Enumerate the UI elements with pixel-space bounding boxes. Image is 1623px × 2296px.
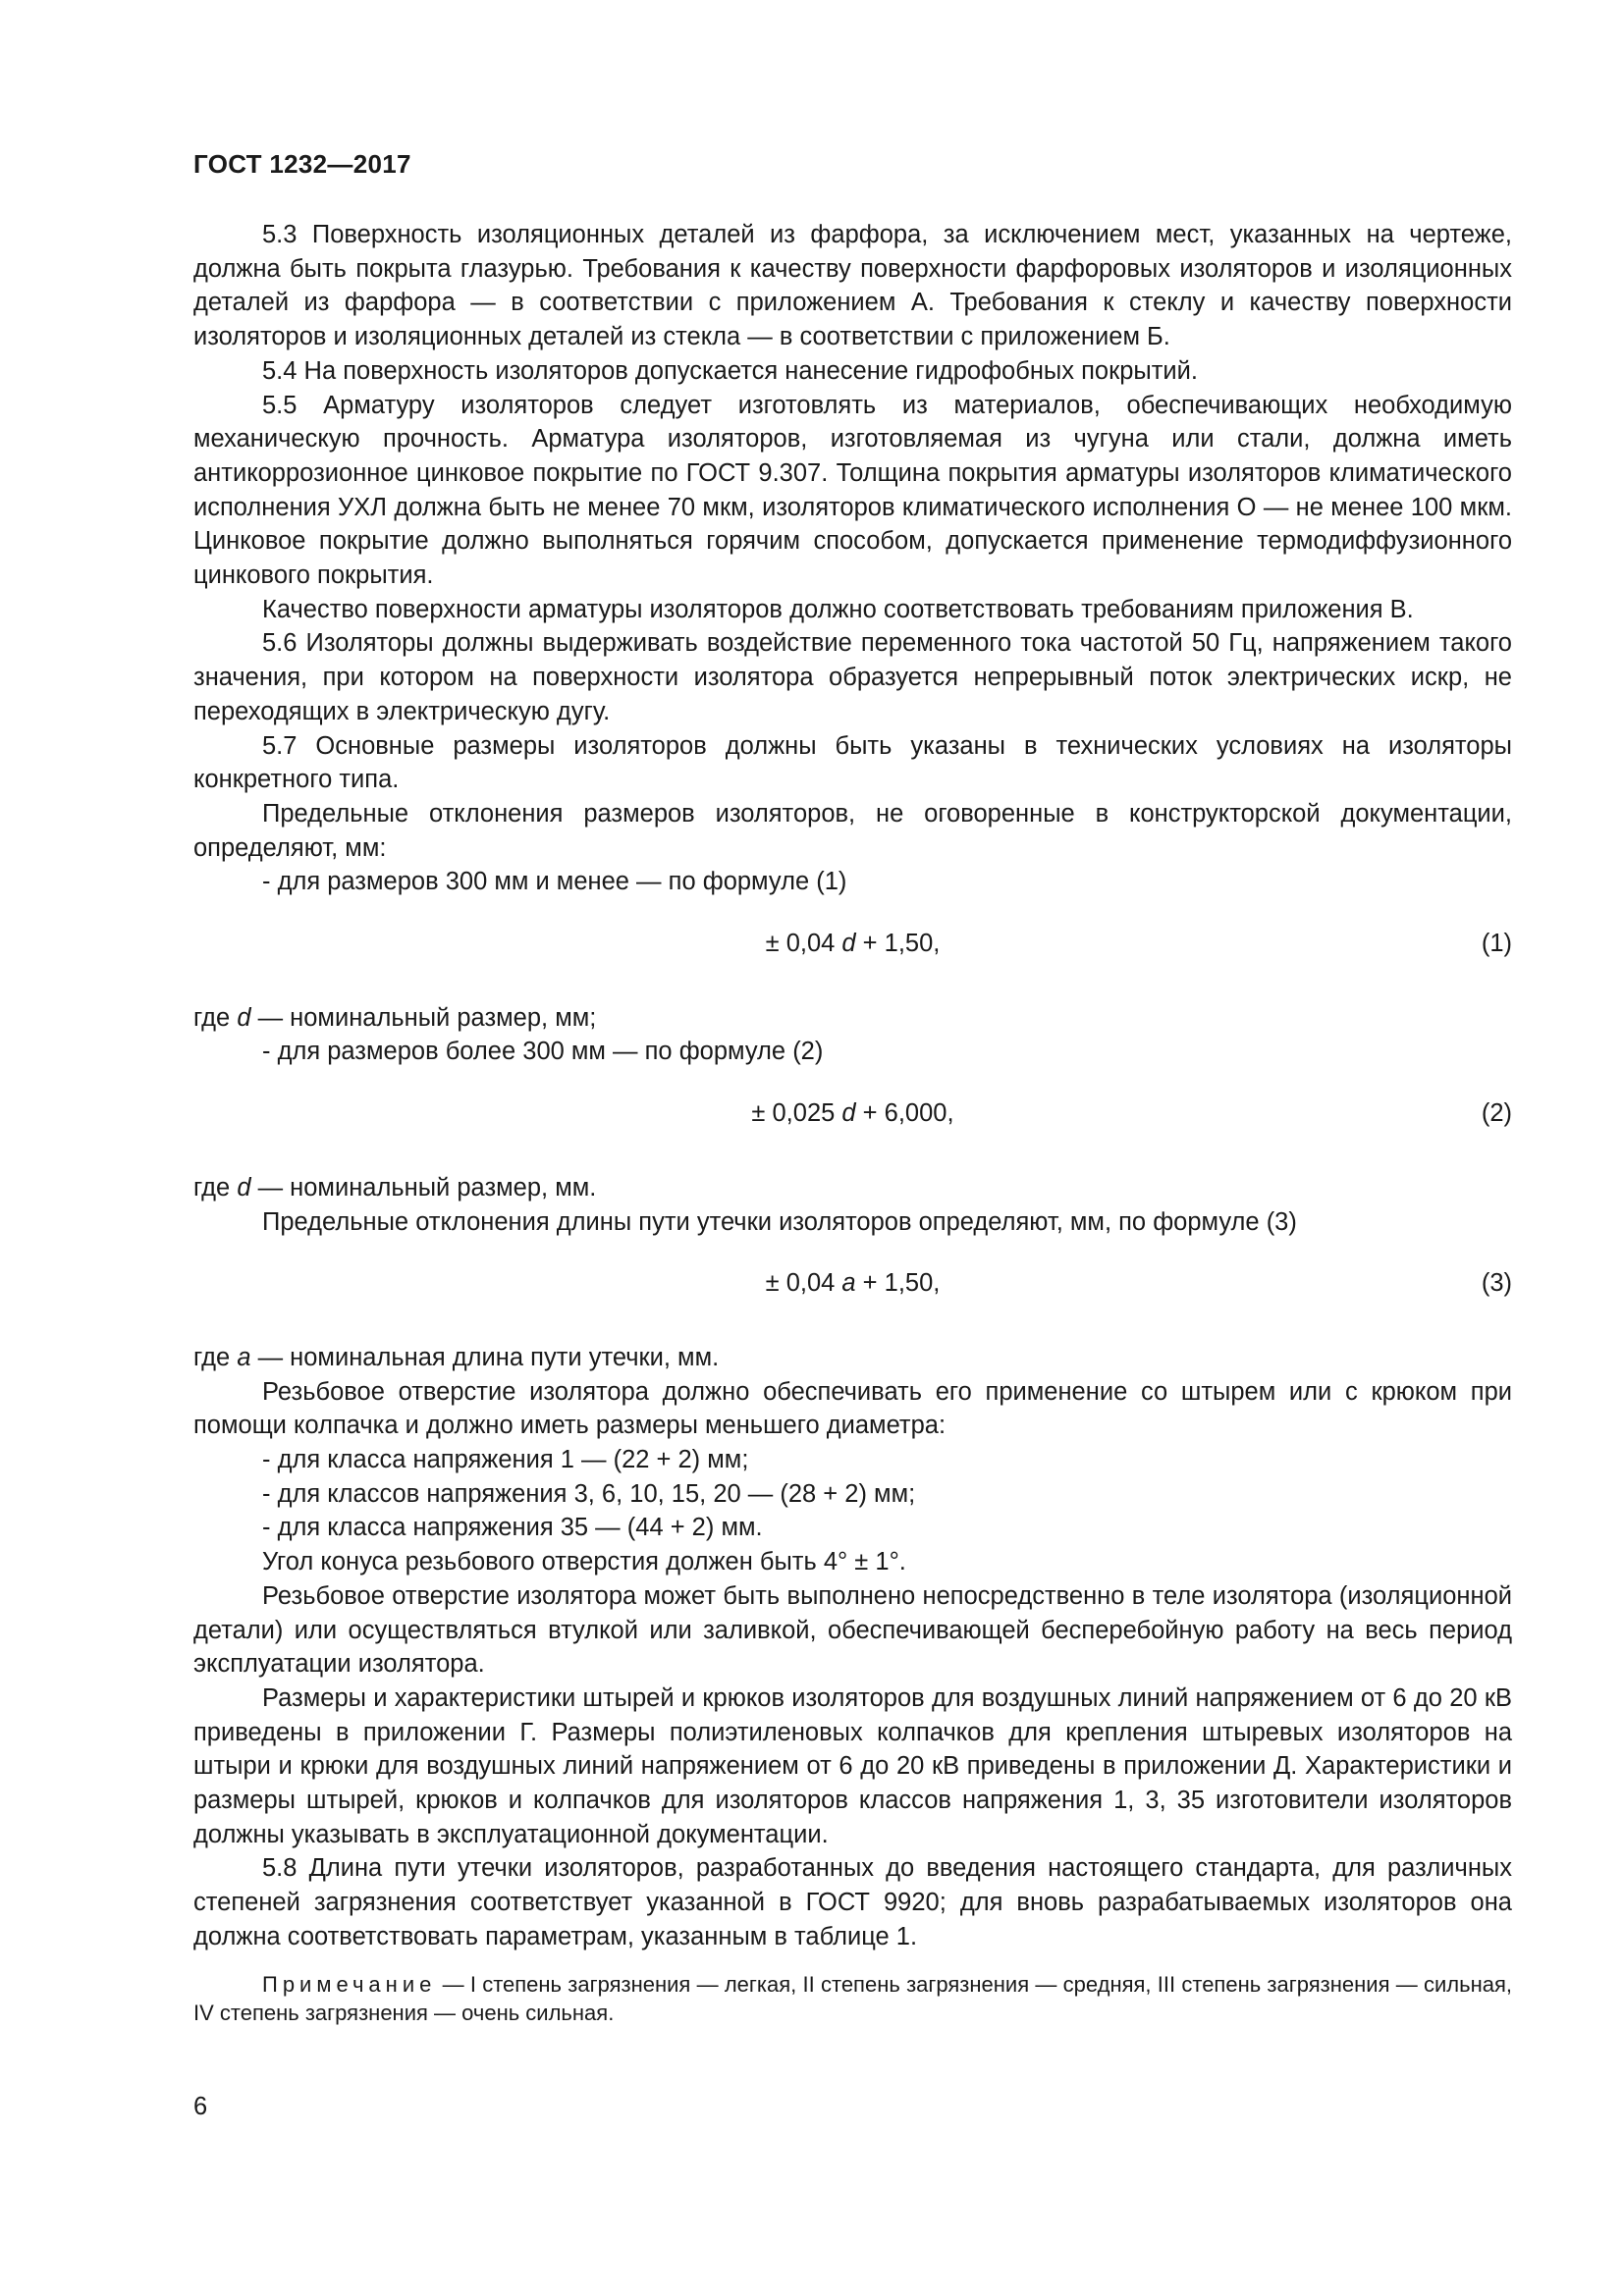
paragraph-pins-hooks: Размеры и характеристики штырей и крюков изоляторов для воздушных линий напряжением от 6 до 20 кВ приведены в приложении Г. Размеры полиэтиленовых колпачков для крепления штыревых изоляторов на штыри и крюки для воздушных линий напряжением от 6 до 20 кВ приведены в приложении Д. Характеристики и размеры штырей, крюков и колпачков для изоляторов классов напряжения 1, 3, 35 изготовители изоляторов должны указывать в эксплуатационной документации. xyxy=(193,1683,1512,1848)
paragraph-cone-angle: Угол конуса резьбового отверстия должен быть 4° ± 1°. xyxy=(262,1548,906,1576)
paragraph-thread-execution: Резьбовое отверстие изолятора может быть выполнено непосредственно в теле изолятора (изоляционной детали) или осуществляться втулкой или заливкой, обеспечивающей бесперебойную работу на весь период эксплуатации изолятора. xyxy=(193,1581,1512,1679)
formula-1 xyxy=(193,927,1512,961)
paragraph-5-5-quality: Качество поверхности арматуры изоляторов должно соответствовать требованиям приложения В. xyxy=(262,595,1414,623)
note-label: Примечание xyxy=(262,1971,437,1997)
formula-3 xyxy=(193,1266,1512,1301)
formula-2-expression: ± 0,025 d + 6,000, xyxy=(751,1099,954,1128)
page-number: 6 xyxy=(193,2093,208,2120)
formula-3-number: (3) xyxy=(1481,1269,1512,1298)
list-item-class-35: - для класса напряжения 35 — (44 + 2) мм. xyxy=(262,1514,763,1542)
paragraph-5-6: 5.6 Изоляторы должны выдерживать воздействие переменного тока частотой 50 Гц, напряжением такого значения, при котором на поверхности изолятора образуется непрерывный поток электрических искр, не переходящих в электрическую дугу. xyxy=(193,629,1512,725)
paragraph-5-7: 5.7 Основные размеры изоляторов должны быть указаны в технических условиях на изоляторы конкретного типа. xyxy=(193,731,1512,794)
formula-1-expression: ± 0,04 d + 1,50, xyxy=(765,930,941,958)
list-item-formula-1: - для размеров 300 мм и менее — по формуле (1) xyxy=(262,868,847,896)
formula-1-number: (1) xyxy=(1481,930,1512,958)
list-item-class-3-20: - для классов напряжения 3, 6, 10, 15, 20 — (28 + 2) мм; xyxy=(262,1479,916,1508)
formula-3-expression: ± 0,04 a + 1,50, xyxy=(765,1269,941,1298)
note-text: — I степень загрязнения — легкая, II степень загрязнения — средняя, III степень загрязнения — сильная, IV степень загрязнения — очень сильная. xyxy=(193,1971,1512,2025)
formula-2 xyxy=(193,1096,1512,1131)
paragraph-thread-hole: Резьбовое отверстие изолятора должно обеспечивать его применение со штырем или с крюком при помощи колпачка и должно иметь размеры меньшего диаметра: xyxy=(193,1377,1512,1440)
document-body xyxy=(193,218,1512,2027)
paragraph-5-5: 5.5 Арматуру изоляторов следует изготовлять из материалов, обеспечивающих необходимую механическую прочность. Арматура изоляторов, изготовляемая из чугуна или стали, должна иметь антикоррозионное цинковое покрытие по ГОСТ 9.307. Толщина покрытия арматуры изоляторов климатического исполнения УХЛ должна быть не менее 70 мкм, изоляторов климатического исполнения О — не менее 100 мкм. Цинковое покрытие должно выполняться горячим способом, допускается применение термодиффузионного цинкового покрытия. xyxy=(193,391,1512,590)
formula-2-number: (2) xyxy=(1481,1099,1512,1128)
list-item-formula-2: - для размеров более 300 мм — по формуле (2) xyxy=(262,1038,824,1066)
paragraph-5-8: 5.8 Длина пути утечки изоляторов, разработанных до введения настоящего стандарта, для различных степеней загрязнения соответствует указанной в ГОСТ 9920; для вновь разрабатываемых изоляторов она должна соответствовать параметрам, указанным в таблице 1. xyxy=(193,1854,1512,1950)
paragraph-5-4: 5.4 На поверхность изоляторов допускается нанесение гидрофобных покрытий. xyxy=(262,356,1199,385)
paragraph-5-7-deviations: Предельные отклонения размеров изоляторов, не оговоренные в конструкторской документации, определяют, мм: xyxy=(193,799,1512,862)
document-header: ГОСТ 1232—2017 xyxy=(193,149,411,179)
paragraph-5-3: 5.3 Поверхность изоляционных деталей из фарфора, за исключением мест, указанных на чертеже, должна быть покрыта глазурью. Требования к качеству поверхности фарфоровых изоляторов и изоляционных деталей из фарфора — в соответствии с приложением А. Требования к стеклу и качеству поверхности изоляторов и изоляционных деталей из стекла — в соответствии с приложением Б. xyxy=(193,221,1512,351)
formula-2-where: где d — номинальный размер, мм. xyxy=(193,1173,597,1201)
note xyxy=(193,1970,1512,2027)
formula-3-where: где a — номинальная длина пути утечки, мм. xyxy=(193,1343,720,1371)
paragraph-leakage-deviations: Предельные отклонения длины пути утечки изоляторов определяют, мм, по формуле (3) xyxy=(262,1207,1297,1236)
formula-1-where: где d — номинальный размер, мм; xyxy=(193,1003,597,1032)
list-item-class-1: - для класса напряжения 1 — (22 + 2) мм; xyxy=(262,1446,749,1474)
